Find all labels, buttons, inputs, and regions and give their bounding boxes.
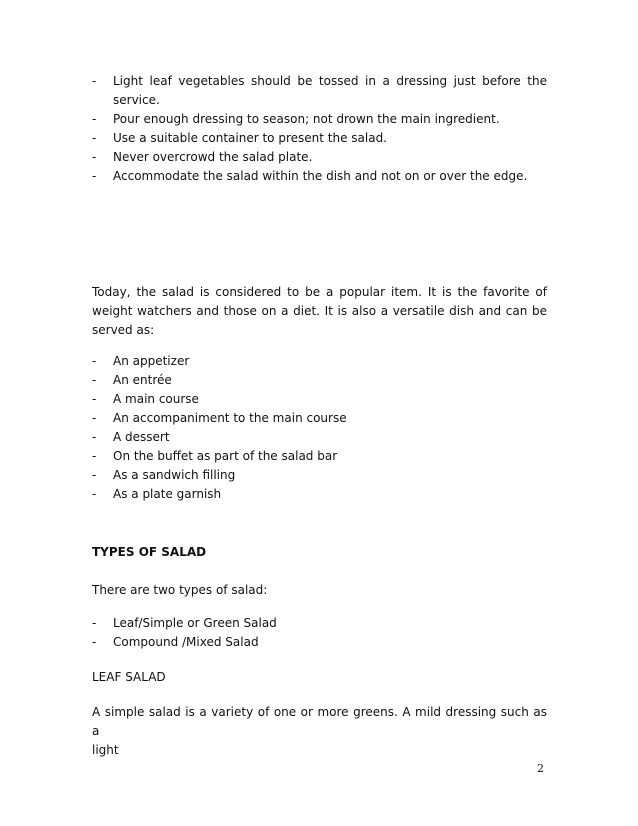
list-item	[92, 485, 547, 504]
list-item	[92, 428, 547, 447]
bullet-dash: -	[92, 112, 97, 126]
bullet-dash: -	[92, 150, 97, 164]
bullet-dash: -	[92, 131, 97, 145]
leaf-salad-paragraph	[92, 703, 547, 760]
list-item-text: A dessert	[113, 430, 170, 444]
list-item	[92, 148, 547, 167]
page-number: 2	[537, 762, 544, 775]
list-item-text: As a sandwich filling	[113, 468, 236, 482]
list-item	[92, 167, 547, 186]
types-intro-text: There are two types of salad:	[92, 583, 268, 597]
list-item	[92, 72, 547, 110]
list-item	[92, 371, 547, 390]
list-item-text-line: service.	[113, 93, 160, 107]
list-item	[92, 409, 547, 428]
bullet-dash: -	[92, 487, 97, 501]
paragraph-line: light	[92, 743, 119, 757]
list-item-text: An accompaniment to the main course	[113, 411, 347, 425]
types-list	[92, 614, 547, 652]
served-as-list	[92, 352, 547, 504]
bullet-dash: -	[92, 616, 97, 630]
paragraph-line: served as:	[92, 323, 155, 337]
list-item-text-line: Light leaf vegetables should be tossed in a dressing just before the	[113, 74, 547, 88]
list-item-text: As a plate garnish	[113, 487, 222, 501]
list-item-text: Accommodate the salad within the dish and not on or over the edge.	[113, 169, 528, 183]
list-item-text: A main course	[113, 392, 199, 406]
list-item-text: An appetizer	[113, 354, 190, 368]
list-item-text: An entrée	[113, 373, 172, 387]
list-item	[92, 633, 547, 652]
list-item	[92, 390, 547, 409]
bullet-dash: -	[92, 449, 97, 463]
paragraph-line: A simple salad is a variety of one or more greens. A mild dressing such as a	[92, 705, 547, 738]
list-item-text: Never overcrowd the salad plate.	[113, 150, 313, 164]
bullet-dash: -	[92, 468, 97, 482]
list-item	[92, 614, 547, 633]
list-item-text: On the buffet as part of the salad bar	[113, 449, 338, 463]
list-item-text: Compound /Mixed Salad	[113, 635, 259, 649]
list-item	[92, 466, 547, 485]
salad-tips-list	[92, 72, 547, 186]
bullet-dash: -	[92, 373, 97, 387]
list-item-text: Pour enough dressing to season; not drown the main ingredient.	[113, 112, 500, 126]
section-heading-leaf-salad: LEAF SALAD	[92, 670, 166, 684]
list-item-text: Leaf/Simple or Green Salad	[113, 616, 277, 630]
bullet-dash: -	[92, 635, 97, 649]
section-heading-types: TYPES OF SALAD	[92, 545, 207, 559]
bullet-dash: -	[92, 354, 97, 368]
list-item-text: Use a suitable container to present the salad.	[113, 131, 387, 145]
bullet-dash: -	[92, 392, 97, 406]
list-item	[92, 447, 547, 466]
list-item	[92, 129, 547, 148]
bullet-dash: -	[92, 430, 97, 444]
paragraph-line: Today, the salad is considered to be a popular item. It is the favorite of	[92, 285, 547, 299]
bullet-dash: -	[92, 411, 97, 425]
bullet-dash: -	[92, 74, 97, 88]
bullet-dash: -	[92, 169, 97, 183]
list-item	[92, 110, 547, 129]
intro-paragraph	[92, 283, 547, 340]
paragraph-line: weight watchers and those on a diet. It is also a versatile dish and can be	[92, 304, 547, 318]
list-item	[92, 352, 547, 371]
